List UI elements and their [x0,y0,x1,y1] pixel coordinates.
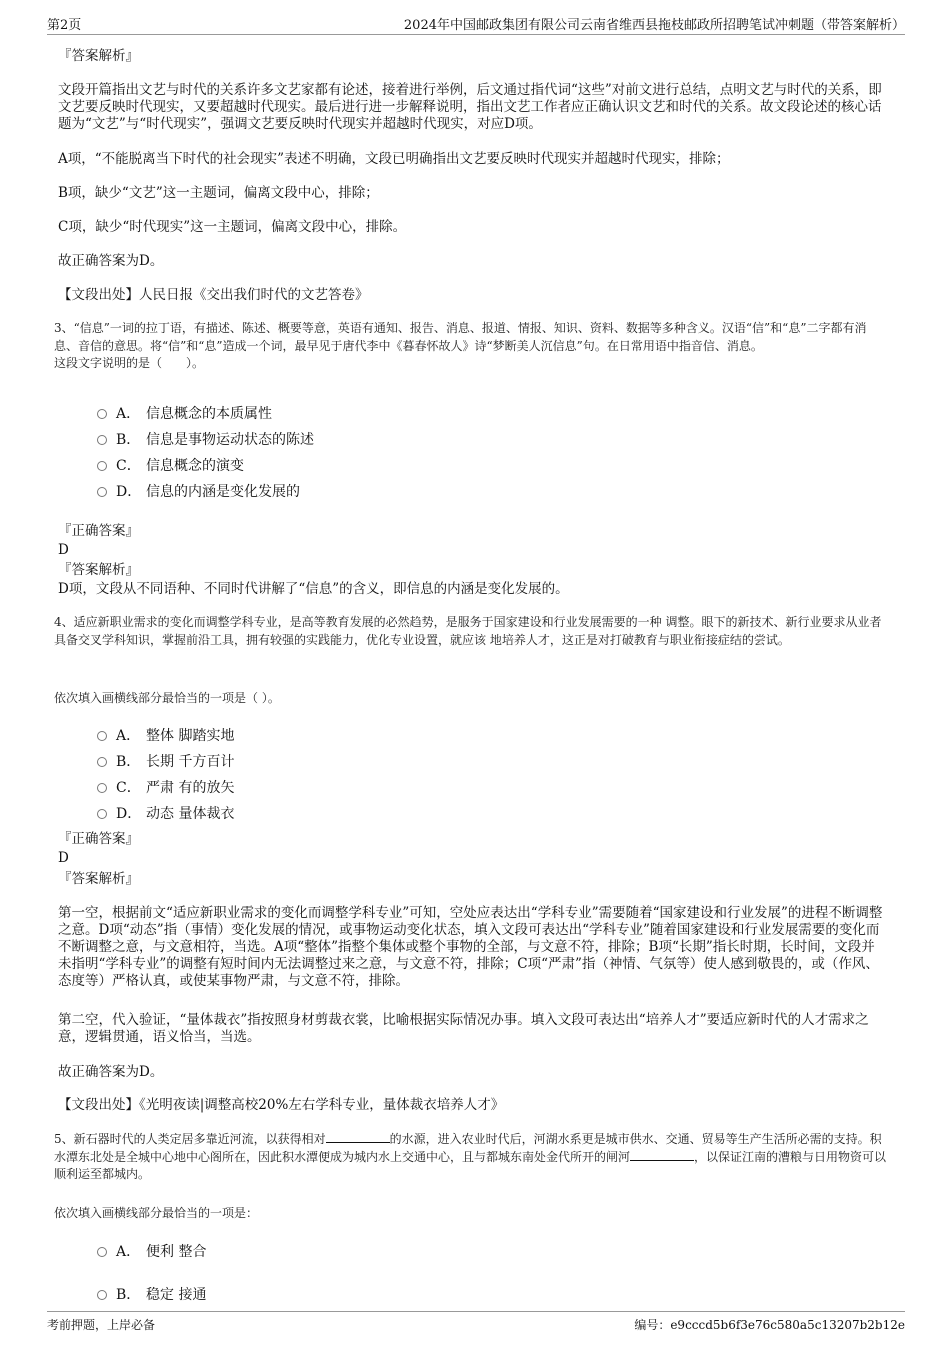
q4-option-d[interactable]: D． 动态 量体裁衣 [97,803,234,823]
q4-source: 【文段出处】《光明夜读|调整高校20%左右学科专业，量体裁衣培养人才》 [58,1097,505,1113]
q4-analysis-para3: 故正确答案为D。 [58,1064,164,1080]
q4-ask: 依次填入画横线部分最恰当的一项是（ ）。 [54,691,280,705]
q4-answer-label: 『正确答案』 [58,831,139,847]
q2-analysis-para3: B项，缺少“文艺”这一主题词，偏离文段中心，排除； [58,185,379,201]
q4-option-b[interactable]: B． 长期 千方百计 [97,751,234,771]
q3-option-a[interactable]: A． 信息概念的本质属性 [97,403,272,423]
radio-icon[interactable] [97,783,107,793]
q3-answer-label: 『正确答案』 [58,523,139,539]
q3-stem: 3、“信息”一词的拉丁语，有描述、陈述、概要等意，英语有通知、报告、消息、报道、情报、知识、资料、数据等多种含义。汉语“信”和“息”二字都有消息、音信的意思。将“信”和“息”造成一个词，最早见于唐代李中《暮春怀故人》诗“梦断美人沉信息”句。在日常用语中指音信、消息。 [54,321,867,353]
document-code: 编号：e9cccd5b6f3e76c580a5c13207b2b12e [634,1318,905,1332]
q2-analysis-para2: A项，“不能脱离当下时代的社会现实”表述不明确，文段已明确指出文艺要反映时代现实并超越时代现实，排除； [58,151,730,167]
q2-analysis-para5: 故正确答案为D。 [58,253,164,269]
fill-blank-1 [326,1132,390,1143]
radio-icon[interactable] [97,731,107,741]
radio-icon[interactable] [97,1247,107,1257]
fill-blank-2 [630,1150,694,1161]
radio-icon[interactable] [97,487,107,497]
radio-icon[interactable] [97,757,107,767]
q3-option-c[interactable]: C． 信息概念的演变 [97,455,244,475]
page-footer [47,1311,905,1332]
document-title: 2024年中国邮政集团有限公司云南省维西县拖枝邮政所招聘笔试冲刺题（带答案解析） [403,18,905,33]
radio-icon[interactable] [97,435,107,445]
radio-icon[interactable] [97,409,107,419]
q2-analysis-para1: 文段开篇指出文艺与时代的关系许多文艺家都有论述，接着进行举例，后文通过指代词“这些”对前文进行总结，点明文艺与时代的关系，即文艺要反映时代现实，又要超越时代现实。最后进行进一步解释说明，指出文艺工作者应正确认识文艺和时代的关系。故文段论述的核心话题为“文艺”与“时代现实”，强调文艺要反映时代现实并超越时代现实，对应D项。 [58,82,882,132]
page-number: 第2页 [47,18,82,33]
q3-analysis-label: 『答案解析』 [58,562,139,578]
q3-ask: 这段文字说明的是（ ）。 [54,356,205,370]
q2-analysis-label: 『答案解析』 [58,48,139,64]
q4-stem: 4、适应新职业需求的变化而调整学科专业，是高等教育发展的必然趋势，是服务于国家建设和行业发展需要的一种 调整。眼下的新技术、新行业要求从业者具备交叉学科知识，掌握前沿工具，拥有较强的实践能力，优化专业设置，就应该 地培养人才，这正是对打破教育与职业衔接症结的尝试。 [54,615,882,647]
q5-option-a[interactable]: A． 便利 整合 [97,1241,206,1261]
radio-icon[interactable] [97,461,107,471]
q3-option-b[interactable]: B． 信息是事物运动状态的陈述 [97,429,314,449]
q3-answer: D [58,542,69,558]
q4-answer: D [58,850,69,866]
q3-analysis: D项，文段从不同语种、不同时代讲解了“信息”的含义，即信息的内涵是变化发展的。 [58,581,569,597]
q3-option-d[interactable]: D． 信息的内涵是变化发展的 [97,481,300,501]
footer-slogan: 考前押题，上岸必备 [47,1318,156,1332]
q4-analysis-para1: 第一空，根据前文“适应新职业需求的变化而调整学科专业”可知，空处应表达出“学科专业”需要随着“国家建设和行业发展”的进程不断调整之意。D项“动态”指（事情）变化发展的情况，或事物运动变化状态，填入文段可表达出“学科专业”随着国家建设和行业发展需要的变化而不断调整之意，与文意相符，当选。A项“整体”指整个集体或整个事物的全部，与文意不符，排除；B项“长期”指长时期，长时间，文段并未指明“学科专业”的调整有短时间内无法调整过来之意，与文意不符，排除；C项“严肃”指（神情、气氛等）使人感到敬畏的，或（作风、态度等）严格认真，或使某事物严肃，与文意不符，排除。 [58,905,883,989]
q5-stem: 5、新石器时代的人类定居多靠近河流，以获得相对 的水源，进入农业时代后，河湖水系更是城市供水、交通、贸易等生产生活所必需的支持。积水潭东北处是全城中心地中心阁所在，因此积水潭便成为城内水上交通中心，且与都城东南处金代所开的闸河 ，以保证江南的漕粮与日用物资可以顺利运至都城内。 [54,1132,887,1181]
q2-analysis-para4: C项，缺少“时代现实”这一主题词，偏离文段中心，排除。 [58,219,407,235]
radio-icon[interactable] [97,1290,107,1300]
q5-option-b[interactable]: B． 稳定 接通 [97,1284,206,1304]
q2-source: 【文段出处】人民日报《交出我们时代的文艺答卷》 [58,287,369,303]
radio-icon[interactable] [97,809,107,819]
q5-ask: 依次填入画横线部分最恰当的一项是： [54,1206,259,1220]
q4-option-c[interactable]: C． 严肃 有的放矢 [97,777,234,797]
q4-analysis-label: 『答案解析』 [58,871,139,887]
q4-analysis-para2: 第二空，代入验证，“量体裁衣”指按照身材剪裁衣裳，比喻根据实际情况办事。填入文段可表达出“培养人才”要适应新时代的人才需求之意，逻辑贯通，语义恰当，当选。 [58,1012,869,1045]
page-header [47,12,905,35]
q4-option-a[interactable]: A． 整体 脚踏实地 [97,725,234,745]
